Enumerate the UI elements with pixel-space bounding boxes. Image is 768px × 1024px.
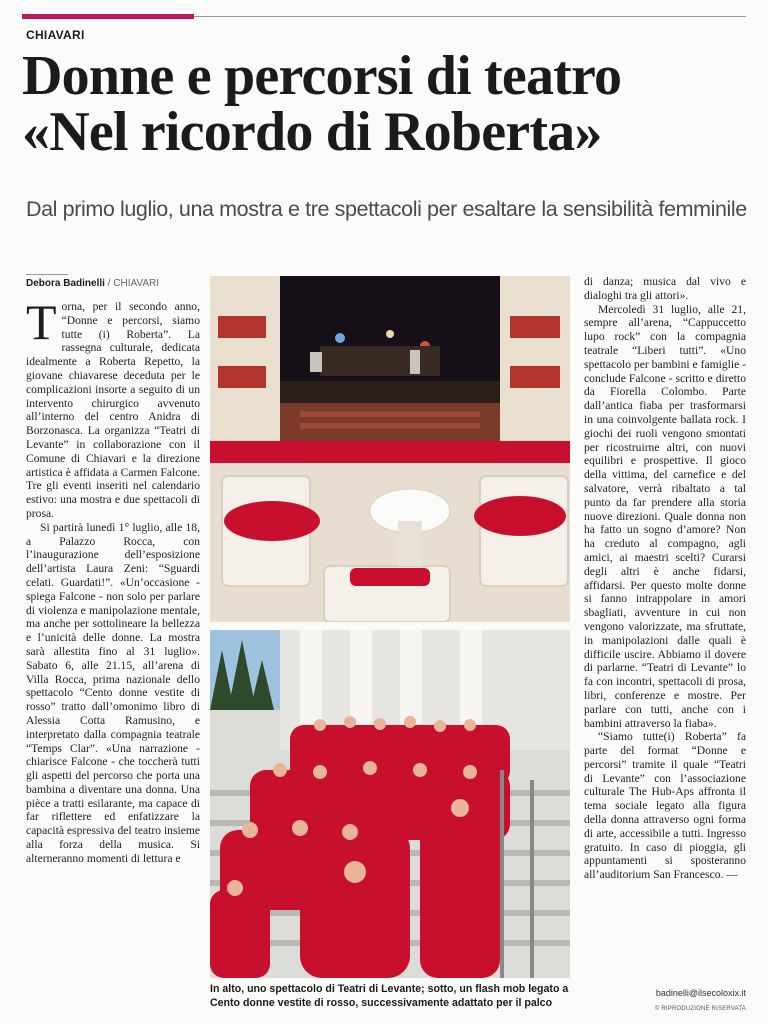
section-label: CHIAVARI — [26, 28, 85, 42]
article-paragraph — [26, 300, 200, 521]
byline-place: CHIAVARI — [113, 278, 159, 289]
dropcap: T — [26, 300, 57, 350]
headline-line-1: Donne e percorsi di teatro — [22, 45, 622, 107]
article-paragraph: di danza; musica dal vivo e dialoghi tra gli attori». — [584, 275, 746, 302]
header-rule — [194, 16, 746, 17]
article-column-right — [584, 275, 746, 1003]
article-paragraph: “Siamo tutte(i) Roberta” fa parte del format “Donne e percorsi” tramite il quale “Teatri di Levante” con l’associazione culturale The Hub-Aps affronta il tema sociale legato alla figura della donna attraverso ogni forma di arte, accessibile a tutti. Ingresso gratuito. In caso di pioggia, gli appuntamenti si sposteranno all’auditorium San Francesco. — — [584, 730, 746, 882]
copyright-notice: © RIPRODUZIONE RISERVATA — [654, 1006, 746, 1012]
header-accent-rule — [22, 14, 194, 19]
photo-caption: In alto, uno spettacolo di Teatri di Levante; sotto, un flash mob legato a Cento donne vestite di rosso, successivamente adattato per il palco — [210, 983, 569, 1009]
headline-line-2: «Nel ricordo di Roberta» — [22, 101, 602, 163]
theatre-stage-illustration — [210, 276, 570, 622]
author-email[interactable]: badinelli@ilsecoloxix.it — [655, 988, 746, 998]
theatre-stage-photo — [210, 276, 570, 622]
byline — [26, 278, 159, 289]
article-paragraph: Mercoledì 31 luglio, alle 21, sempre all’arena, “Cappuccetto lupo rock” con la compagnia teatrale “Liberi tutti”. «Uno spettacolo per bambini e famiglie - conclude Falcone - scritto e diretto da Fiorella Colombo. Parte dall’antica fiaba per trasformarsi in una coinvolgente ballata rock. I giochi dei ruoli vengono smontati per ricostruirne altri, con nuovi equilibri e prospettive. Il gioco della vittima, del carnefice e del salvatore, verrà ribaltato a tal punto da far prendere alla storia nuove direzioni. Quale donna non ha fatto un sogno d’amore? Non ha creduto al compagno, agli amici, ai maestri scelti? Curarsi degli altri è anche fidarsi, affidarsi. Per questo molte donne si fanno intrappolare in amori sbagliati, avventure in cui non vengono valorizzate, ma sfruttate, in manipolazioni dalle quali è difficile uscire. Abbiamo il dovere di parlarne. “Teatri di Levante” lo fa con incontri, spettacoli di prosa, libri, conferenze e mostre. Per parlare con tutti, anche con i bambini attraverso la fiaba». — [584, 302, 746, 730]
byline-rule — [26, 274, 68, 275]
paragraph-text: orna, per il secondo anno, “Donne e percorsi, siamo tutte (i) Roberta”. La rassegna culturale, dedicata idealmente a Roberta Repetto, la giovane chiavarese deceduta per le complicazioni insorte a seguito di un intervento chirurgico avvenuto all’interno del centro Anidra di Borzonasca. La organizza “Teatri di Levante” in collaborazione con il Comune di Chiavari e la direzione artistica è affidata a Carmen Falcone. Tre gli eventi inseriti nel calendario estivo: una mostra e due spettacoli di prosa. — [26, 300, 200, 520]
byline-author: Debora Badinelli — [26, 278, 105, 289]
byline-separator: / — [104, 278, 114, 289]
flash-mob-illustration — [210, 630, 570, 978]
article-column-left — [26, 300, 200, 1018]
article-paragraph: Si partirà lunedì 1° luglio, alle 18, a Palazzo Rocca, con l’inaugurazione dell’esposizione dell’artista Laura Zeni: “Sguardi celati. Guardati!”. «Un’occasione - spiega Falcone - non solo per parlare di violenza e manipolazione mentale, ma anche per sottolineare la bellezza e l’unicità delle donne. La mostra sarà allestita fino al 31 luglio». Sabato 6, alle 21.15, all’arena di Villa Rocca, prima nazionale dello spettacolo “Cento donne vestite di rosso” tratto dall’omonimo libro di Alessia Cotta Ramusino, e interpretato dalla compagnia teatrale “Temps Clar”. «Una narrazione - chiarisce Falcone - che toccherà tutti gli aspetti del percorso che porta una bambina a diventare una donna. Una pièce a tratti esilarante, ma capace di far riflettere ed enfatizzare la capacità espressiva del teatro insieme alla forza della musica. Si alterneranno momenti di lettura e — [26, 520, 200, 865]
subheadline: Dal primo luglio, una mostra e tre spettacoli per esaltare la sensibilità femminile — [26, 197, 747, 221]
headline — [22, 45, 752, 163]
flash-mob-photo — [210, 630, 570, 978]
